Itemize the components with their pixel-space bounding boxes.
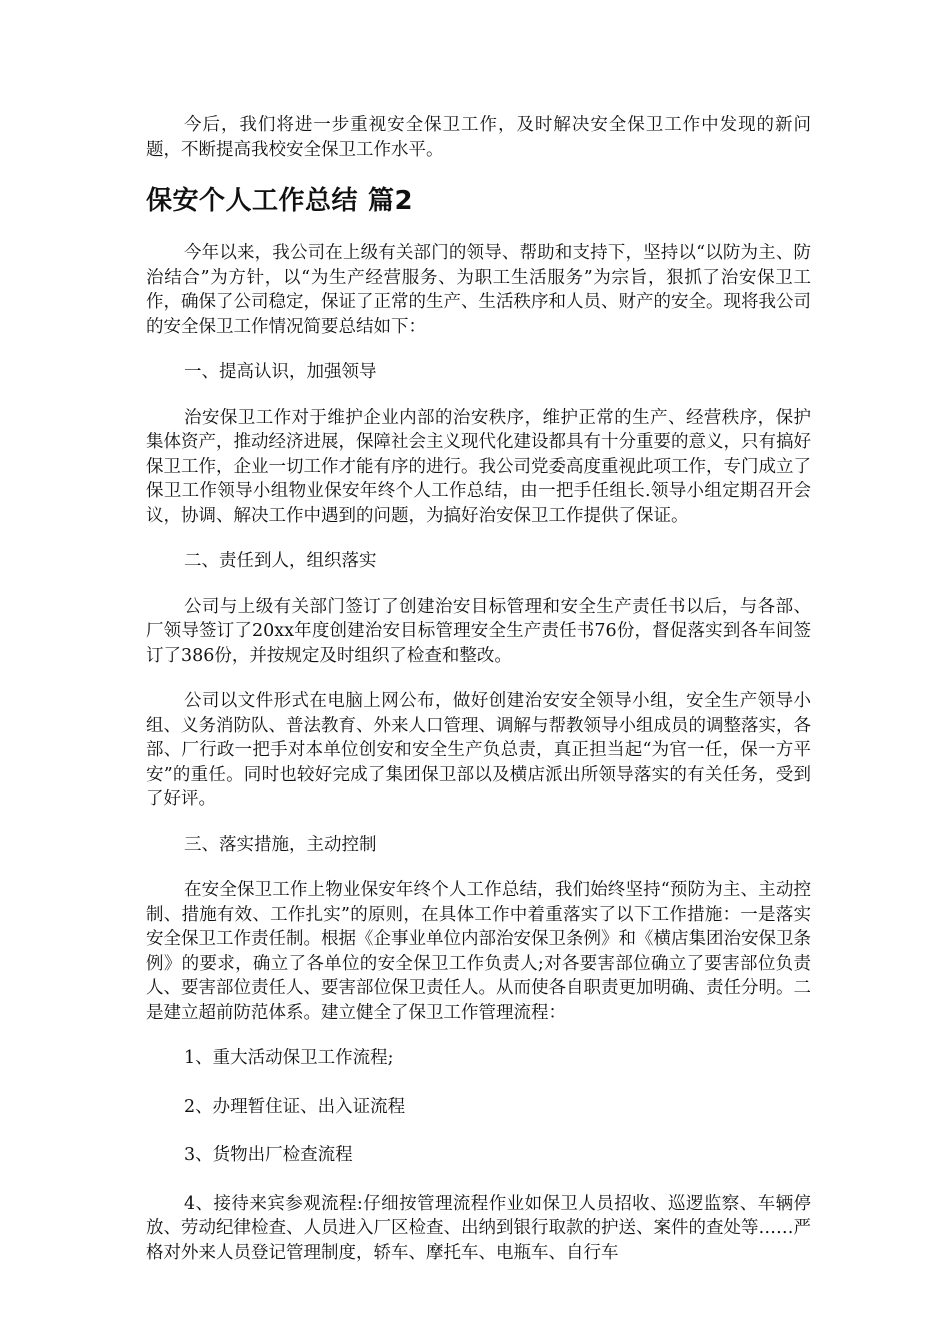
paragraph-measures: 在安全保卫工作上物业保安年终个人工作总结，我们始终坚持“预防为主、主动控制、措施有效、工作扎实”的原则，在具体工作中着重落实了以下工作措施：一是落实安全保卫工作责任制。根据《企事业单位内部治安保卫条例》和《横店集团治安保卫条例》的要求，确立了各单位的安全保卫工作负责人;对各要害部位确立了要害部位负责人、要害部位责任人、要害部位保卫责任人。从而使各自职责更加明确、责任分明。二是建立超前防范体系。建立健全了保卫工作管理流程：: [146, 880, 811, 1023]
list-item-major-events: 1、重大活动保卫工作流程;: [184, 1048, 394, 1068]
section-heading-title: 保安个人工作总结: [146, 186, 359, 216]
paragraph-leadership: 治安保卫工作对于维护企业内部的治安秩序，维护正常的生产、经营秩序，保护集体资产，推动经济进展，保障社会主义现代化建设都具有十分重要的意义，只有搞好保卫工作，企业一切工作才能有序的进行。我公司党委高度重视此项工作，专门成立了保卫工作领导小组物业保安年终个人工作总结，由一把手任组长.领导小组定期召开会议，协调、解决工作中遇到的问题，为搞好治安保卫工作提供了保证。: [146, 407, 811, 526]
section-heading-label: 篇2: [368, 186, 414, 216]
paragraph-opening: 今年以来，我公司在上级有关部门的领导、帮助和支持下，坚持以“以防为主、防治结合”为方针，以“为生产经营服务、为职工生活服务”为宗旨，狠抓了治安保卫工作，确保了公司稳定，保证了正常的生产、生活秩序和人员、财产的安全。现将我公司的安全保卫工作情况简要总结如下：: [146, 243, 811, 337]
subheading-measures: 三、落实措施，主动控制: [184, 834, 377, 855]
section-heading: [146, 183, 811, 219]
paragraph-organization: 公司以文件形式在电脑上网公布，做好创建治安安全领导小组，安全生产领导小组、义务消防队、普法教育、外来人口管理、调解与帮教领导小组成员的调整落实，各部、厂行政一把手对本单位创安和安全生产负总责，真正担当起“为官一任，保一方平安”的重任。同时也较好完成了集团保卫部以及横店派出所领导落实的有关任务，受到了好评。: [146, 691, 811, 809]
list-item-guest-reception: 4、接待来宾参观流程:仔细按管理流程作业如保卫人员招收、巡逻监察、车辆停放、劳动纪律检查、人员进入厂区检查、出纳到银行取款的护送、案件的查处等……严格对外来人员登记管理制度，轿车、摩托车、电瓶车、自行车: [146, 1193, 811, 1263]
list-item-permits: 2、办理暂住证、出入证流程: [184, 1096, 406, 1117]
subheading-responsibility: 二、责任到人，组织落实: [184, 551, 377, 571]
list-item-goods-inspection: 3、货物出厂检查流程: [184, 1145, 353, 1165]
paragraph-responsibility: 公司与上级有关部门签订了创建治安目标管理和安全生产责任书以后，与各部、厂领导签订了20xx年度创建治安目标管理安全生产责任书76份，督促落实到各车间签订了386份，并按规定及时组织了检查和整改。: [146, 596, 811, 666]
intro-paragraph: 今后，我们将进一步重视安全保卫工作，及时解决安全保卫工作中发现的新问题，不断提高我校安全保卫工作水平。: [146, 115, 811, 160]
subheading-leadership: 一、提高认识，加强领导: [184, 362, 377, 382]
document-body: [146, 113, 811, 1286]
